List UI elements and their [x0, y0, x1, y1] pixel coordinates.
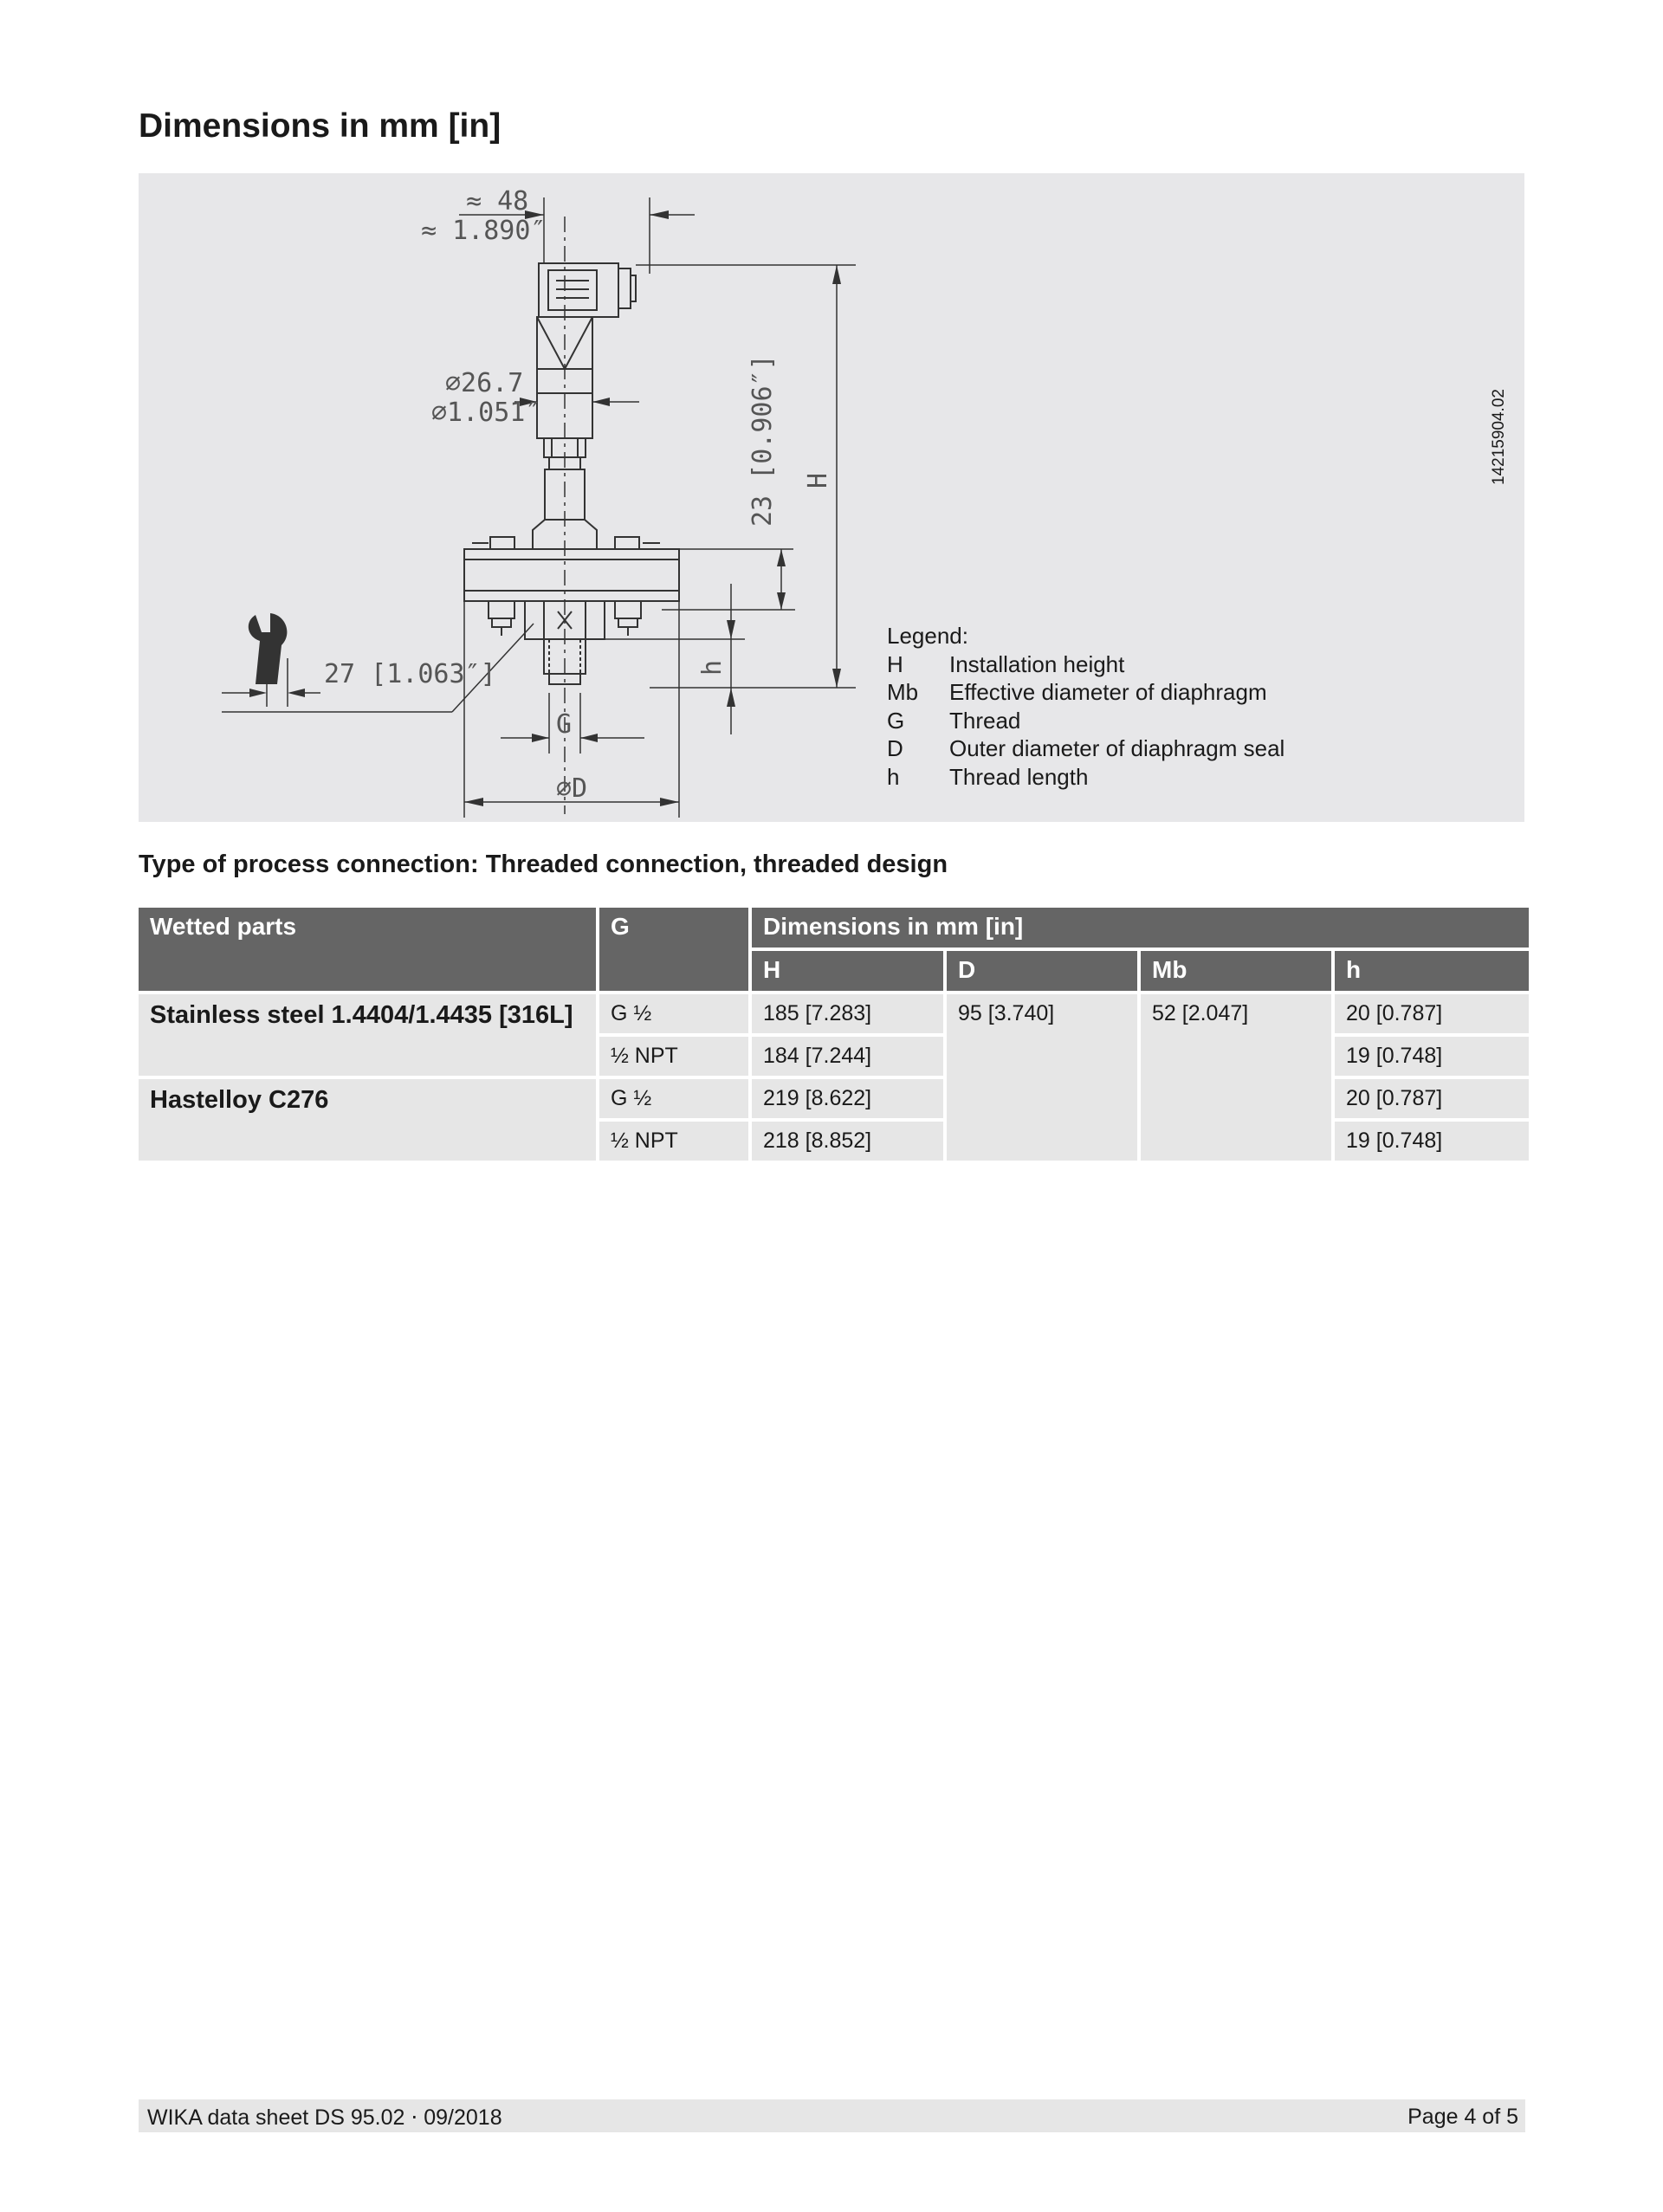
wrench-size-label: 27 [1.063″] — [324, 659, 496, 689]
header-h: h — [1335, 951, 1529, 991]
dimension-drawing — [139, 173, 1524, 822]
D-cell: 95 [3.740] — [947, 994, 1137, 1161]
section-title: Type of process connection: Threaded connection, threaded design — [139, 851, 948, 878]
H-cell: 219 [8.622] — [752, 1079, 943, 1118]
h-cell: 20 [0.787] — [1335, 1079, 1529, 1118]
g-cell: ½ NPT — [599, 1037, 748, 1076]
Mb-cell: 52 [2.047] — [1141, 994, 1331, 1161]
legend-symbol: G — [887, 707, 905, 734]
h-cell: 19 [0.748] — [1335, 1122, 1529, 1161]
header-wetted-parts: Wetted parts — [139, 908, 596, 991]
dim-H-label: H — [803, 472, 833, 488]
legend-text: Thread length — [949, 763, 1089, 790]
legend-symbol: h — [887, 763, 900, 790]
legend-text: Outer diameter of diaphragm seal — [949, 735, 1285, 761]
wetted-part-cell: Stainless steel 1.4404/1.4435 [316L] — [139, 994, 596, 1076]
header-dimensions: Dimensions in mm [in] — [752, 908, 1529, 948]
footer-page-number: Page 4 of 5 — [1407, 2105, 1518, 2129]
legend-item — [887, 707, 1284, 735]
table-header-row — [139, 908, 1529, 948]
header-H: H — [752, 951, 943, 991]
dim-D-label: ⌀D — [556, 773, 588, 804]
legend-symbol: H — [887, 650, 903, 677]
width-in-label: ≈ 1.890″ — [421, 216, 547, 246]
legend-symbol: Mb — [887, 679, 919, 705]
h-cell: 19 [0.748] — [1335, 1037, 1529, 1076]
H-cell: 184 [7.244] — [752, 1037, 943, 1076]
legend-text: Installation height — [949, 650, 1125, 677]
H-cell: 185 [7.283] — [752, 994, 943, 1033]
footer-document-id: WIKA data sheet DS 95.02 ⋅ 09/2018 — [147, 2105, 502, 2130]
header-D: D — [947, 951, 1137, 991]
table-row — [139, 994, 1529, 1033]
header-g: G — [599, 908, 748, 991]
H-cell: 218 [8.852] — [752, 1122, 943, 1161]
legend-text: Effective diameter of diaphragm — [949, 679, 1267, 705]
g-cell: G ½ — [599, 1079, 748, 1118]
h-cell: 20 [0.787] — [1335, 994, 1529, 1033]
legend-item — [887, 678, 1284, 707]
header-Mb: Mb — [1141, 951, 1331, 991]
legend-item — [887, 650, 1284, 679]
technical-drawing — [139, 173, 1524, 822]
legend-text: Thread — [949, 707, 1021, 734]
width-mm-label: ≈ 48 — [466, 186, 529, 217]
wetted-part-cell: Hastelloy C276 — [139, 1079, 596, 1161]
dim-G-label: G — [556, 709, 573, 740]
page-title: Dimensions in mm [in] — [139, 107, 501, 145]
legend-item — [887, 763, 1284, 792]
g-cell: ½ NPT — [599, 1122, 748, 1161]
legend-symbol: D — [887, 735, 903, 761]
dimensions-table — [135, 904, 1532, 1164]
dim-23-label: 23 [0.906″] — [747, 354, 778, 527]
page-footer — [139, 2099, 1525, 2132]
g-cell: G ½ — [599, 994, 748, 1033]
drawing-number: 14215904.02 — [1490, 389, 1508, 485]
dim-h-label: h — [697, 659, 728, 676]
legend-title: Legend: — [887, 623, 968, 649]
legend — [887, 622, 1284, 791]
diameter-in-label: ⌀1.051″ — [431, 398, 541, 428]
legend-item — [887, 734, 1284, 763]
diameter-mm-label: ⌀26.7 — [445, 368, 524, 398]
